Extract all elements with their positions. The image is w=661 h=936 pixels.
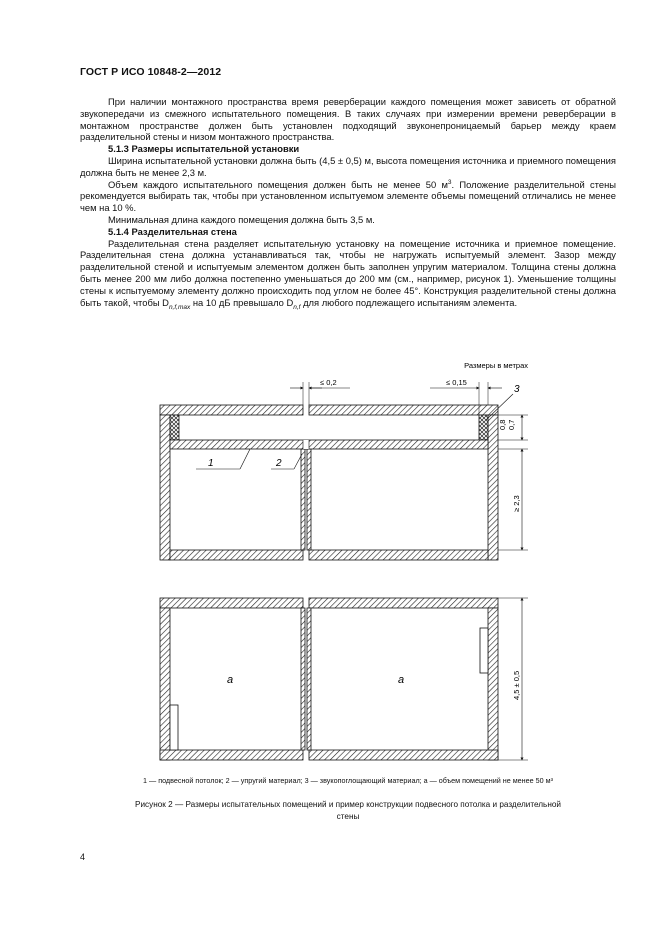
absorber-right — [479, 415, 488, 440]
document-header: ГОСТ Р ИСО 10848-2—2012 — [80, 66, 222, 78]
room-a-receiving: a — [398, 674, 405, 686]
figure-caption — [80, 799, 616, 823]
body-text — [80, 96, 616, 311]
door-left — [170, 705, 178, 750]
label-2: 2 — [276, 458, 282, 469]
units-note: Размеры в метрах — [464, 361, 528, 370]
page-number: 4 — [80, 852, 86, 862]
caption-line-1: Рисунок 2 — Размеры испытательных помещений и пример конструкции подвесного потолка и разделительной — [135, 800, 561, 809]
paragraph-min-length: Минимальная длина каждого помещения должна быть 3,5 м. — [108, 213, 375, 225]
dim-strip: ≤ 0,15 — [446, 378, 467, 387]
label-1: 1 — [208, 458, 214, 469]
suspended-ceiling — [170, 440, 488, 449]
dim-width: 4,5 ± 0,5 — [512, 670, 521, 700]
paragraph-separating-wall: Разделительная стена разделяет испытательную установку на помещение источника и приемное помещение. Разделительная стена должна устанавливаться так, чтобы не нагружать испытуемый элемент. Зазор между разделительной стеной и испытуемым элементом должен быть заполнен упругим материалом. Толщина стены должна быть менее 200 мм либо должна постепенно уменьшаться до 200 мм (см., например, рисунок 1). Уменьшение толщины стены к испытуемому элементу должно происходить под углом не более 45°. Конструкция разделительной стены должна быть такой, чтобы $D_{n,f,max}$ на 10 дБ превышало $D_{n,f}$ для любого подлежащего испытаниям элемента. — [80, 237, 616, 311]
paragraph-montage-space: При наличии монтажного пространства время реверберации каждого помещения может зависеть от обратной звукопередачи из смежного испытательного помещения. В таких случаях при измерении времени реверберации в монтажном пространстве должен быть установлен подходящий звуконепроницаемый барьер между краем разделительной стены и низом монтажного пространства. — [80, 96, 616, 143]
dim-ceiling-a: 0,8 — [498, 419, 507, 430]
figure-test-rooms — [130, 360, 550, 775]
paragraph-volume: Объем каждого испытательного помещения должен быть не менее 50 $м^3$. Положение разделительной стены рекомендуется выбирать так, чтобы при установленном испытуемом элементе объемы помещений отличались не менее чем на 10 %. — [80, 178, 616, 214]
dim-gap: ≤ 0,2 — [320, 378, 337, 387]
section-heading-5-1-4: 5.1.4 Разделительная стена — [108, 225, 237, 237]
absorber-left — [170, 415, 179, 440]
room-a-source: a — [227, 674, 234, 686]
figure-legend: 1 — подвесной потолок; 2 — упругий материал; 3 — звукопоглощающий материал; а — объем помещений не менее 50 м³ — [143, 776, 553, 785]
label-3: 3 — [514, 384, 520, 395]
section-heading-5-1-3: 5.1.3 Размеры испытательной установки — [108, 143, 300, 155]
section-view — [160, 378, 528, 560]
door-right — [480, 628, 488, 673]
caption-line-2: стены — [336, 812, 360, 821]
dim-ceiling-b: 0,7 — [507, 419, 516, 430]
paragraph-dimensions: Ширина испытательной установки должна быть (4,5 ± 0,5) м, высота помещения источника и приемного помещения должна быть не менее 2,3 м. — [80, 154, 616, 178]
plan-view — [160, 598, 528, 760]
dim-height: ≥ 2,3 — [512, 495, 521, 512]
